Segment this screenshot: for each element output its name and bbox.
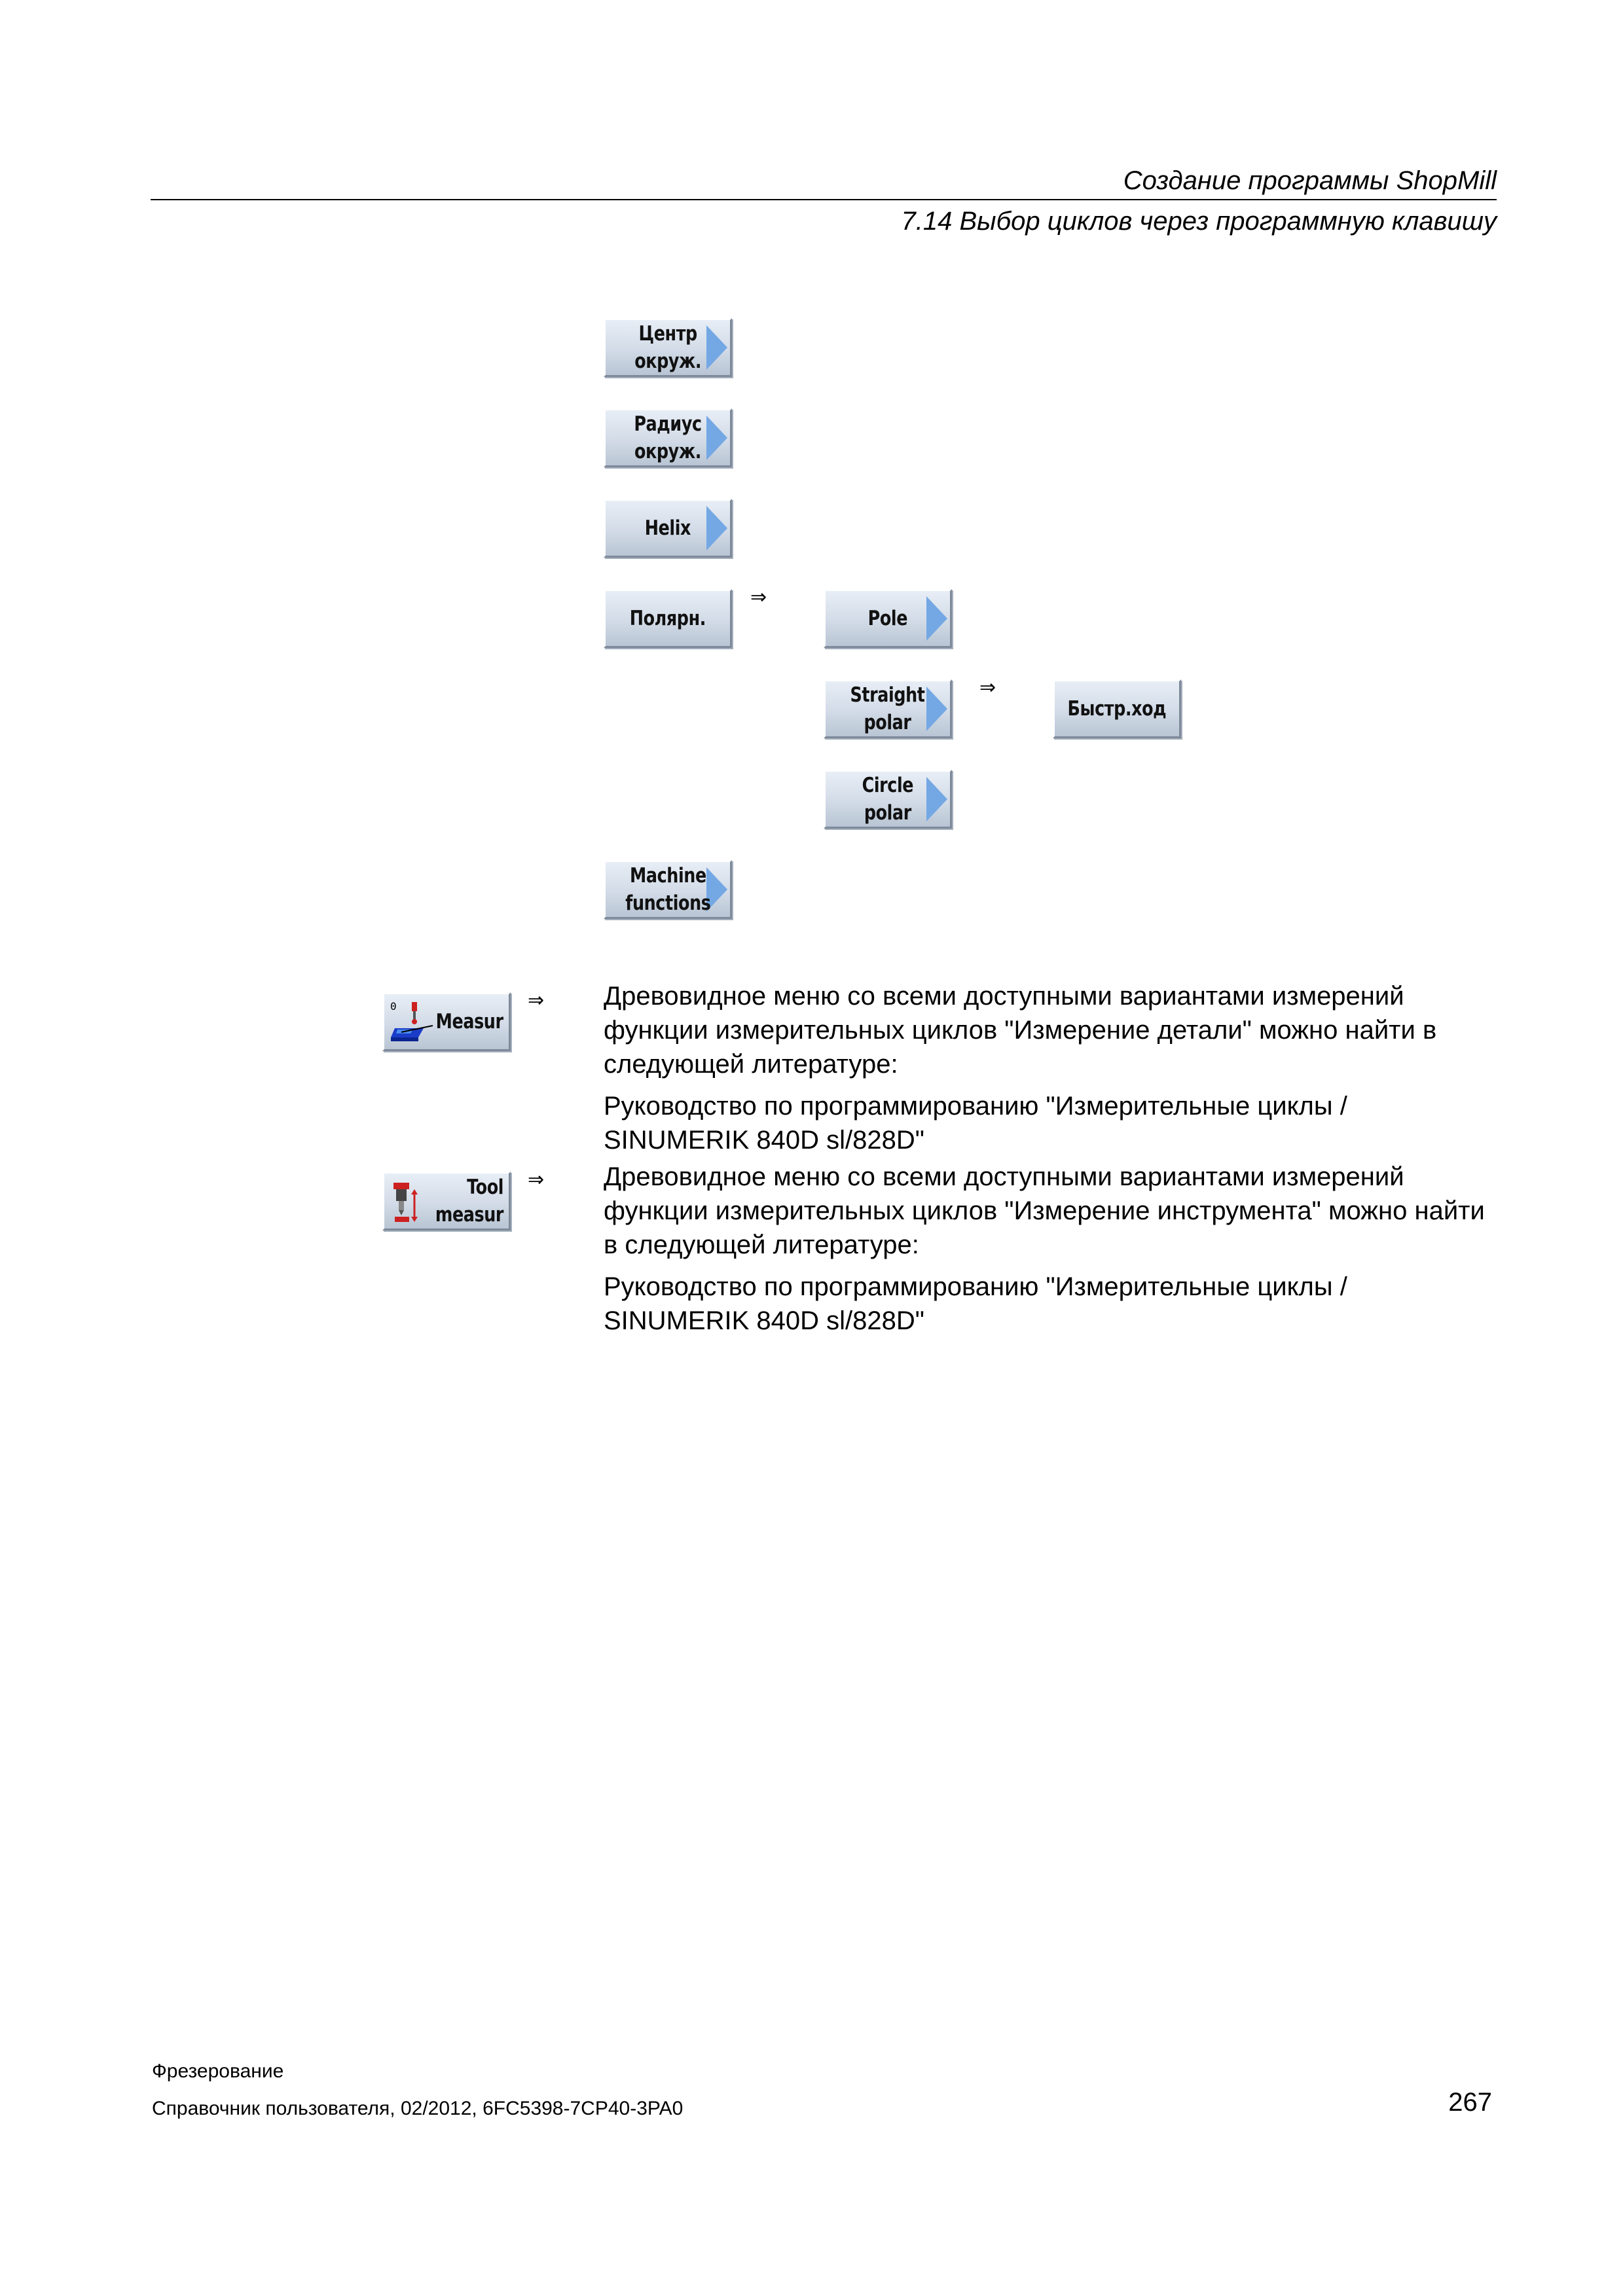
implies-arrow-icon: ⇒ <box>750 586 767 609</box>
softkey-measure-tool[interactable] <box>382 1172 511 1230</box>
softkey-label: Центр окруж. <box>634 322 701 373</box>
softkey-radius-circle[interactable] <box>604 408 732 467</box>
softkey-label: Circle polar <box>862 774 914 825</box>
measure-workpiece-reference: Руководство по программированию "Измерительные циклы / SINUMERIK 840D sl/828D" <box>604 1092 1347 1155</box>
svg-text:0: 0 <box>390 1000 397 1013</box>
footer-document-info: Справочник пользователя, 02/2012, 6FC5398-7CP40-3PA0 <box>152 2098 684 2119</box>
softkey-circle-polar[interactable] <box>824 770 952 829</box>
submenu-arrow-icon <box>706 416 727 460</box>
page-header-subtitle: 7.14 Выбор циклов через программную клавишу <box>901 207 1497 236</box>
softkey-label: Радиус окруж. <box>634 412 702 463</box>
workpiece-probe-icon <box>390 999 437 1045</box>
softkey-straight-polar[interactable] <box>824 679 952 738</box>
softkey-helix[interactable] <box>604 499 732 558</box>
footer-section: Фрезерование <box>152 2060 284 2082</box>
submenu-arrow-icon <box>706 325 727 370</box>
softkey-label: Быстр.ход <box>1067 697 1167 721</box>
softkey-centre-circle[interactable] <box>604 318 732 377</box>
measure-tool-reference: Руководство по программированию "Измерительные циклы / SINUMERIK 840D sl/828D" <box>604 1272 1347 1335</box>
softkey-pole[interactable] <box>824 589 952 648</box>
softkey-label: Measur <box>436 1010 503 1033</box>
softkey-measure-workpiece[interactable] <box>382 992 511 1051</box>
submenu-arrow-icon <box>926 596 947 641</box>
softkey-rapid-traverse[interactable] <box>1053 679 1181 738</box>
softkey-label: Machine functions <box>625 864 711 915</box>
submenu-arrow-icon <box>706 506 727 550</box>
softkey-label: Tool measur <box>435 1175 503 1227</box>
softkey-label: Straight polar <box>850 683 926 734</box>
softkey-machine-functions[interactable] <box>604 860 732 919</box>
measure-tool-description: Древовидное меню со всеми доступными вариантами измерений функции измерительных циклов "Измерение инструмента" можно найти в следующей литературе: <box>604 1162 1485 1259</box>
header-divider <box>151 199 1497 200</box>
implies-arrow-icon: ⇒ <box>528 1168 545 1191</box>
implies-arrow-icon: ⇒ <box>979 676 996 699</box>
softkey-label: Helix <box>644 516 691 540</box>
submenu-arrow-icon <box>926 777 947 821</box>
measure-workpiece-description: Древовидное меню со всеми доступными вариантами измерений функции измерительных циклов "Измерение детали" можно найти в следующей литературе: <box>604 982 1437 1079</box>
softkey-polar[interactable] <box>604 589 732 648</box>
implies-arrow-icon: ⇒ <box>528 989 545 1012</box>
tool-probe-icon <box>390 1179 437 1225</box>
softkey-label: Полярн. <box>629 607 706 630</box>
page-header-title: Создание программы ShopMill <box>1123 166 1497 195</box>
submenu-arrow-icon <box>926 687 947 731</box>
softkey-label: Pole <box>867 607 908 630</box>
page-number: 267 <box>1448 2088 1492 2117</box>
